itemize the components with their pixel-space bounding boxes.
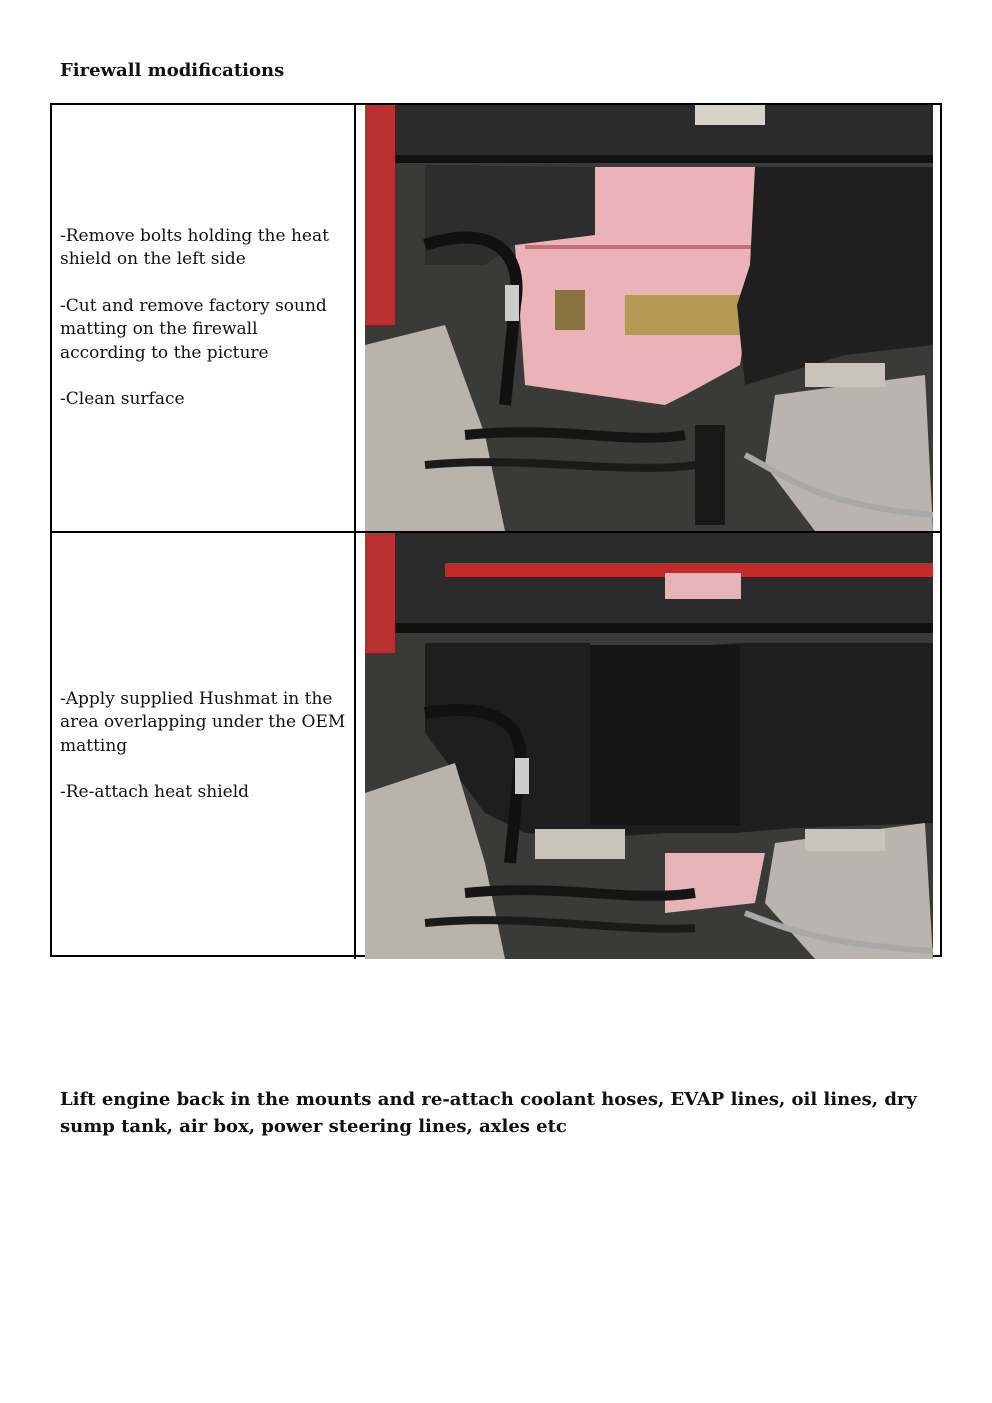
instruction-step: -Cut and remove factory sound matting on the firewall according to the picture [60,295,327,363]
table-row [52,105,940,531]
instruction-cell [52,105,356,531]
instruction-step: -Remove bolts holding the heat shield on the left side [60,225,329,269]
instruction-cell [52,533,356,959]
instruction-step: -Re-attach heat shield [60,782,250,802]
instructions-table [50,103,942,957]
instruction-step: -Clean surface [60,389,185,409]
firewall-with-oem-matting-removed-photo [365,105,933,531]
instruction-step: -Apply supplied Hushmat in the area overlapping under the OEM matting [60,688,346,756]
table-row [52,531,940,959]
firewall-with-hushmat-applied-photo [365,533,933,959]
reassembly-instruction: Lift engine back in the mounts and re-attach coolant hoses, EVAP lines, oil lines, dry sump tank, air box, power steering lines, axles etc [60,1089,917,1137]
page-heading: Firewall modifications [60,60,285,81]
